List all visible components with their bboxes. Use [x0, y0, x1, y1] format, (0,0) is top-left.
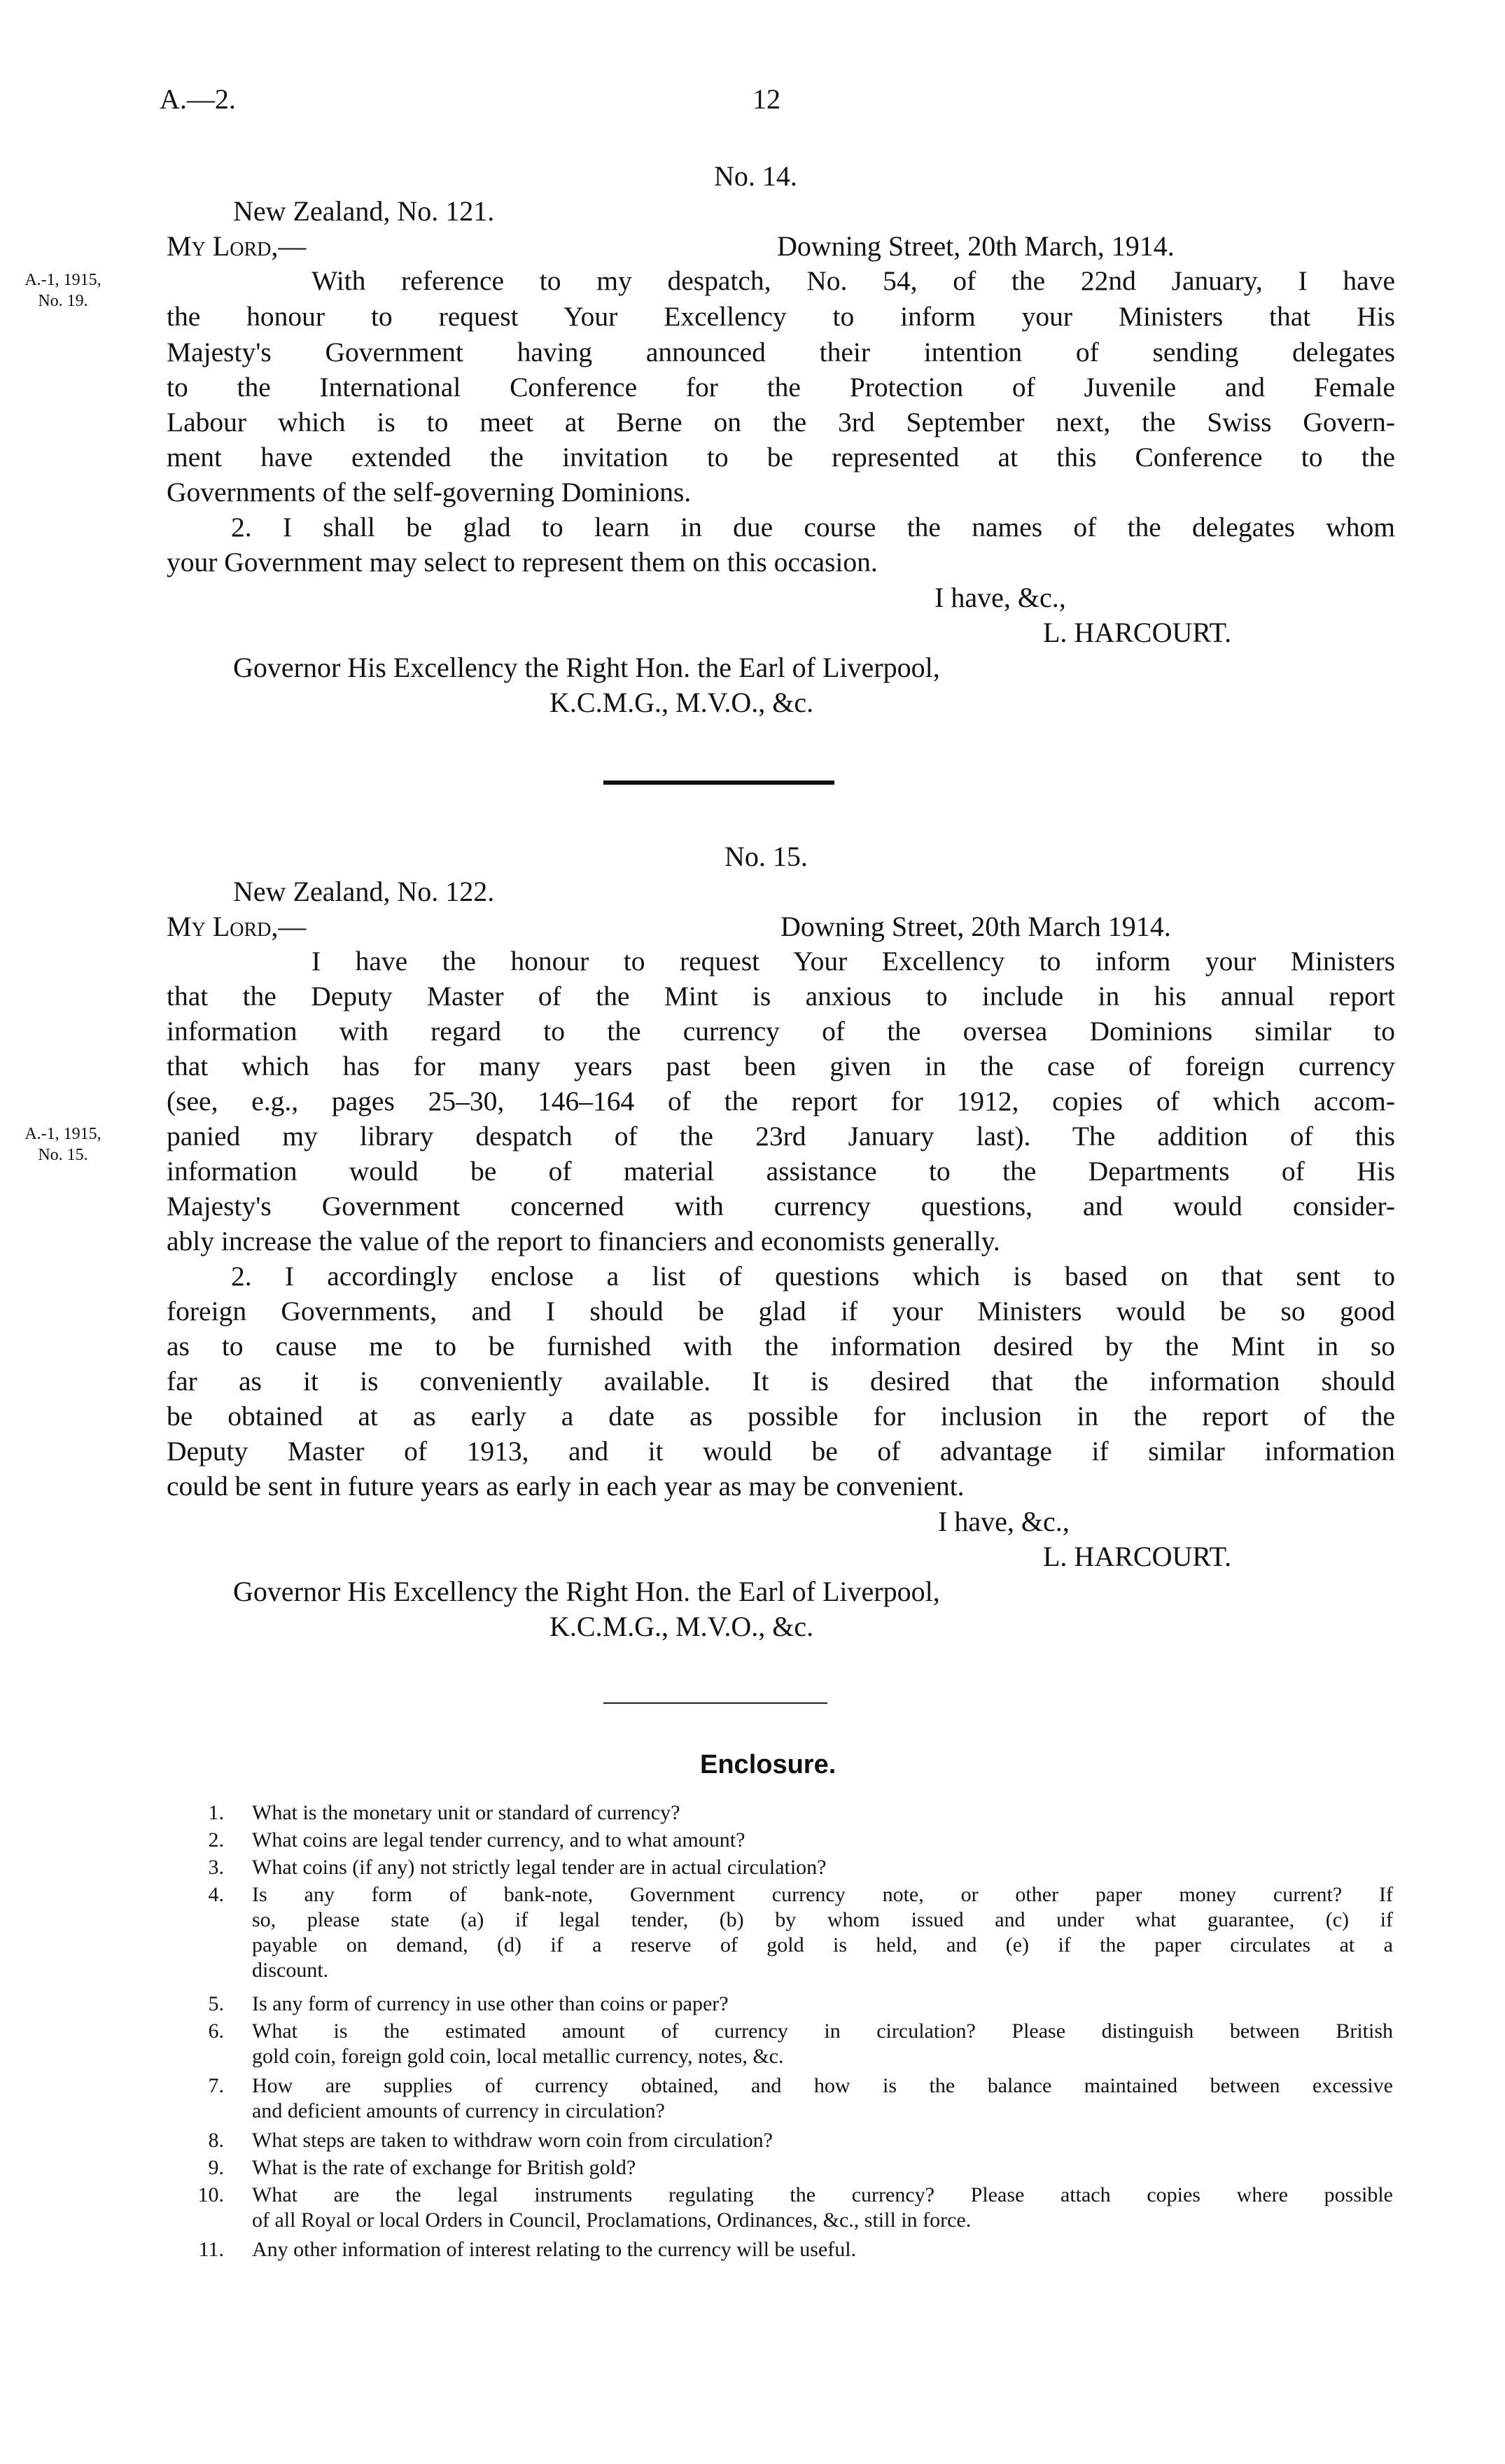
text-line: could be sent in future years as early in each year as may be convenient.: [167, 1471, 965, 1502]
text-line: 2. I shall be glad to learn in due course the names of the delegates whom: [231, 512, 1395, 542]
section-divider: [603, 1702, 827, 1704]
signature: L. HARCOURT.: [1043, 1541, 1232, 1572]
text-line: be obtained at as early a date as possible for inclusion in the report of the: [167, 1401, 1395, 1432]
despatch-number: No. 14.: [714, 160, 797, 192]
item-line: How are supplies of currency obtained, and how is the balance maintained between excessive: [252, 2074, 1393, 2097]
margin-reference-line: A.-1, 1915,: [24, 1125, 102, 1143]
margin-reference-line: A.-1, 1915,: [24, 271, 102, 289]
salutation: My Lord,—: [167, 230, 307, 262]
despatch-colony: New Zealand, No. 122.: [233, 876, 495, 907]
signature: L. HARCOURT.: [1043, 617, 1232, 648]
text-line: that the Deputy Master of the Mint is anxious to include in his annual report: [167, 981, 1395, 1011]
text-line: information with regard to the currency of the oversea Dominions similar to: [167, 1016, 1395, 1046]
salutation: My Lord,—: [167, 911, 307, 942]
page-ref: A.—2.: [160, 83, 236, 115]
text-line: to the International Conference for the Protection of Juvenile and Female: [167, 372, 1395, 402]
margin-reference: [14, 1124, 112, 1166]
item-line: and deficient amounts of currency in circulation?: [252, 2099, 665, 2122]
item-number: 3.: [208, 1856, 224, 1879]
item-line: of all Royal or local Orders in Council, Proclamations, Ordinances, &c., still in force.: [252, 2208, 972, 2232]
text-line: ment have extended the invitation to be represented at this Conference to the: [167, 442, 1395, 472]
text-line: Majesty's Government having announced their intention of sending delegates: [167, 337, 1395, 368]
text-line: Labour which is to meet at Berne on the 3rd September next, the Swiss Govern-: [167, 407, 1395, 438]
addressee-honours: K.C.M.G., M.V.O., &c.: [550, 1611, 814, 1642]
text-line: panied my library despatch of the 23rd January last). The addition of this: [167, 1121, 1395, 1152]
item-line: What is the rate of exchange for British gold?: [252, 2156, 636, 2179]
item-number: 5.: [208, 1992, 224, 2015]
addressee: Governor His Excellency the Right Hon. the Earl of Liverpool,: [233, 652, 940, 683]
despatch-colony: New Zealand, No. 121.: [233, 195, 495, 227]
section-divider: [603, 780, 834, 785]
item-number: 6.: [208, 2019, 224, 2043]
text-line: Majesty's Government concerned with currency questions, and would consider-: [167, 1191, 1395, 1222]
item-line: so, please state (a) if legal tender, (b) by whom issued and under what guarantee, (c) if: [252, 1908, 1393, 1931]
text-line: information would be of material assistance to the Departments of His: [167, 1156, 1395, 1186]
despatch-number: No. 15.: [724, 841, 808, 872]
text-line: I have the honour to request Your Excellency to inform your Ministers: [312, 946, 1395, 976]
enclosure-title: Enclosure.: [700, 1750, 836, 1779]
text-line: foreign Governments, and I should be glad if your Ministers would be so good: [167, 1296, 1395, 1326]
item-line: What coins are legal tender currency, and to what amount?: [252, 1828, 746, 1851]
item-line: Any other information of interest relating to the currency will be useful.: [252, 2238, 857, 2261]
item-number: 10.: [197, 2183, 224, 2206]
text-line: ably increase the value of the report to financiers and economists generally.: [167, 1226, 1000, 1256]
item-number: 1.: [208, 1801, 224, 1824]
address-date: Downing Street, 20th March 1914.: [780, 911, 1171, 942]
item-line: Is any form of bank-note, Government currency note, or other paper money current? If: [252, 1883, 1393, 1906]
text-line: as to cause me to be furnished with the information desired by the Mint in so: [167, 1331, 1395, 1362]
item-line: Is any form of currency in use other than coins or paper?: [252, 1992, 729, 2015]
margin-reference-line: No. 19.: [38, 292, 88, 310]
item-line: What steps are taken to withdraw worn coin from circulation?: [252, 2129, 773, 2152]
item-number: 11.: [198, 2238, 224, 2261]
item-line: What are the legal instruments regulating the currency? Please attach copies where possible: [252, 2183, 1393, 2206]
page-number: 12: [752, 83, 780, 115]
closing: I have, &c.,: [938, 1506, 1070, 1537]
text-line: that which has for many years past been given in the case of foreign currency: [167, 1051, 1395, 1082]
text-line: 2. I accordingly enclose a list of questions which is based on that sent to: [231, 1261, 1395, 1292]
item-number: 9.: [208, 2156, 224, 2179]
text-line: the honour to request Your Excellency to inform your Ministers that His: [167, 301, 1395, 332]
item-line: gold coin, foreign gold coin, local metallic currency, notes, &c.: [252, 2045, 784, 2068]
item-line: payable on demand, (d) if a reserve of gold is held, and (e) if the paper circulates at a: [252, 1933, 1393, 1956]
addressee: Governor His Excellency the Right Hon. the Earl of Liverpool,: [233, 1576, 940, 1607]
item-line: What is the monetary unit or standard of currency?: [252, 1801, 680, 1824]
text-line: your Government may select to represent them on this occasion.: [167, 547, 878, 578]
text-line: Deputy Master of 1913, and it would be of advantage if similar information: [167, 1436, 1395, 1466]
margin-reference: [14, 270, 112, 312]
item-line: discount.: [252, 1959, 329, 1982]
text-line: With reference to my despatch, No. 54, of the 22nd January, I have: [312, 265, 1395, 296]
closing: I have, &c.,: [934, 582, 1066, 613]
item-line: What coins (if any) not strictly legal tender are in actual circulation?: [252, 1856, 827, 1879]
item-number: 4.: [208, 1883, 224, 1906]
margin-reference-line: No. 15.: [38, 1146, 88, 1164]
item-number: 2.: [208, 1828, 224, 1851]
text-line: Governments of the self-governing Dominions.: [167, 477, 692, 507]
item-line: What is the estimated amount of currency in circulation? Please distinguish between British: [252, 2019, 1393, 2043]
text-line: (see, e.g., pages 25–30, 146–164 of the report for 1912, copies of which accom-: [167, 1086, 1395, 1116]
address-date: Downing Street, 20th March, 1914.: [777, 230, 1175, 262]
item-number: 7.: [208, 2074, 224, 2097]
text-line: far as it is conveniently available. It is desired that the information should: [167, 1366, 1395, 1396]
item-number: 8.: [208, 2129, 224, 2152]
addressee-honours: K.C.M.G., M.V.O., &c.: [550, 687, 814, 718]
